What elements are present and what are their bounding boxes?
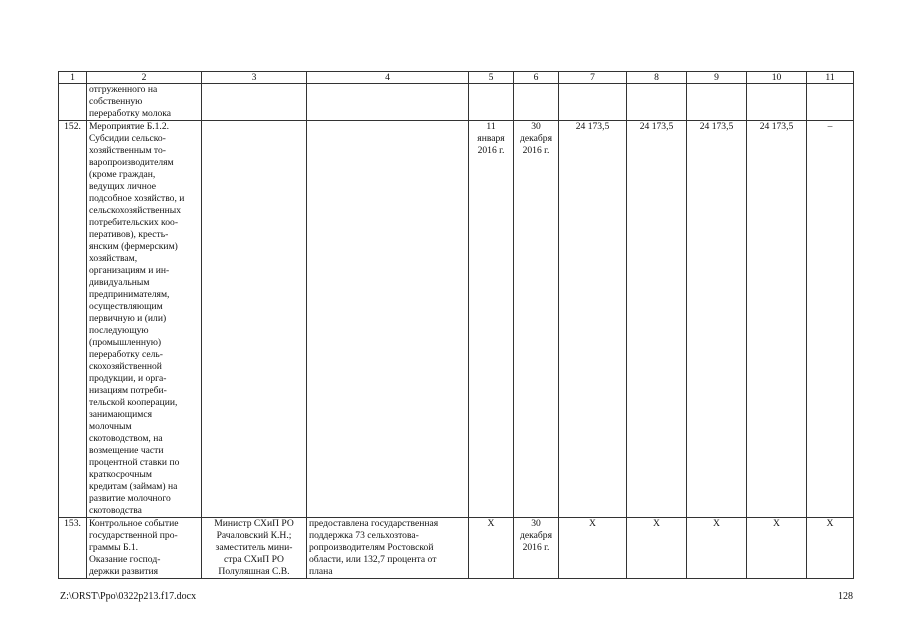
header-cell: 5 [469, 72, 514, 84]
text-line: ведущих личное [89, 181, 157, 192]
value-cell: X [747, 518, 807, 579]
result-cell [307, 518, 469, 579]
text-line: варопроизводителям [89, 157, 174, 168]
text-line: стра СХиП РО [224, 554, 284, 565]
value-cell: X [627, 518, 687, 579]
text-line: первичную и (или) [89, 313, 167, 324]
text-line: (кроме граждан, [89, 169, 156, 180]
responsible-cell [202, 84, 307, 121]
text-line: государственной про- [89, 530, 178, 541]
start-date-cell: X [469, 518, 514, 579]
text-line: янским (фермерским) [89, 241, 178, 252]
text-line: 30 [531, 121, 541, 132]
description-cell [87, 84, 202, 121]
header-cell: 7 [559, 72, 627, 84]
table-row-continuation [59, 84, 854, 121]
table-row-152 [59, 121, 854, 518]
text-line: молочным [89, 421, 132, 432]
start-date-cell [469, 121, 514, 518]
responsible-cell [202, 518, 307, 579]
value-cell: X [807, 518, 854, 579]
header-cell: 10 [747, 72, 807, 84]
program-table [58, 71, 854, 579]
text-line: декабря [519, 133, 552, 144]
value-cell: X [559, 518, 627, 579]
text-line: подсобное хозяйство, и [89, 193, 185, 204]
text-line: хозяйствам, [89, 253, 138, 264]
header-cell: 9 [687, 72, 747, 84]
value-cell: 24 173,5 [559, 121, 627, 518]
text-line: краткосрочным [89, 469, 152, 480]
end-date-cell [514, 518, 559, 579]
result-cell [307, 84, 469, 121]
result-cell [307, 121, 469, 518]
text-line: 2016 г. [522, 145, 550, 156]
row-number-cell [59, 84, 87, 121]
text-line: поддержка 73 сельхозтова- [309, 530, 419, 541]
text-line: переработку сель- [89, 349, 163, 360]
text-line: занимающимся [89, 409, 153, 420]
text-line: Полуляшная С.В. [218, 566, 290, 577]
text-line: предпринимателям, [89, 289, 170, 300]
text-line: переработку молока [89, 108, 172, 119]
text-line: скотоводства [89, 505, 142, 516]
text-line: последующую [89, 325, 149, 336]
value-cell: X [687, 518, 747, 579]
text-line: Мероприятие Б.1.2. [89, 121, 170, 132]
table-row-153 [59, 518, 854, 579]
text-line: сельскохозяйственных [89, 205, 182, 216]
end-date-cell [514, 84, 559, 121]
description-cell [87, 121, 202, 518]
text-line: Контрольное событие [89, 518, 179, 529]
header-cell: 3 [202, 72, 307, 84]
value-cell: 24 173,5 [747, 121, 807, 518]
text-line: заместитель мини- [215, 542, 293, 553]
text-line: ропроизводителям Ростовской [309, 542, 434, 553]
text-line: 30 [531, 518, 541, 529]
value-cell [807, 84, 854, 121]
header-cell: 2 [87, 72, 202, 84]
text-line: Оказание господ- [89, 554, 161, 565]
text-line: держки развития [89, 566, 159, 577]
text-line: организациям и ин- [89, 265, 170, 276]
header-cell: 1 [59, 72, 87, 84]
text-line: собственную [89, 96, 143, 107]
text-line: Рачаловский К.Н.; [216, 530, 292, 541]
value-cell [687, 84, 747, 121]
text-line: декабря [519, 530, 552, 541]
text-line: области, или 132,7 процента от [309, 554, 437, 565]
responsible-cell [202, 121, 307, 518]
text-line: 2016 г. [477, 145, 505, 156]
value-cell [747, 84, 807, 121]
text-line: 11 [486, 121, 496, 132]
text-line: Субсидии сельско- [89, 133, 166, 144]
text-line: граммы Б.1. [89, 542, 139, 553]
text-line: продукции, и орга- [89, 373, 167, 384]
description-cell [87, 518, 202, 579]
text-line: предоставлена государственная [309, 518, 439, 529]
page-number: 128 [838, 591, 853, 602]
text-line: хозяйственным то- [89, 145, 166, 156]
file-path-footer: Z:\ORST\Ppo\0322p213.f17.docx [60, 591, 197, 602]
value-cell: 24 173,5 [627, 121, 687, 518]
text-line: процентной ставки по [89, 457, 180, 468]
value-cell [627, 84, 687, 121]
text-line: потребительских коо- [89, 217, 179, 228]
header-row [59, 72, 854, 84]
text-line: перативов), кресть- [89, 229, 169, 240]
header-cell: 11 [807, 72, 854, 84]
text-line: отгруженного на [89, 84, 158, 95]
text-line: дивидуальным [89, 277, 150, 288]
text-line: тельской кооперации, [89, 397, 178, 408]
text-line: осуществляющим [89, 301, 163, 312]
text-line: плана [309, 566, 333, 577]
value-cell: 24 173,5 [687, 121, 747, 518]
text-line: (промышленную) [89, 337, 162, 348]
text-line: кредитам (займам) на [89, 481, 178, 492]
row-number-cell: 152. [59, 121, 87, 518]
text-line: января [477, 133, 505, 144]
value-cell: – [807, 121, 854, 518]
header-cell: 6 [514, 72, 559, 84]
header-cell: 4 [307, 72, 469, 84]
text-line: скотоводством, на [89, 433, 163, 444]
text-line: скохозяйственной [89, 361, 162, 372]
row-number-cell: 153. [59, 518, 87, 579]
text-line: низациям потреби- [89, 385, 167, 396]
text-line: Министр СХиП РО [214, 518, 294, 529]
value-cell [559, 84, 627, 121]
text-line: 2016 г. [522, 542, 550, 553]
end-date-cell [514, 121, 559, 518]
header-cell: 8 [627, 72, 687, 84]
text-line: развитие молочного [89, 493, 171, 504]
start-date-cell [469, 84, 514, 121]
text-line: возмещение части [89, 445, 164, 456]
